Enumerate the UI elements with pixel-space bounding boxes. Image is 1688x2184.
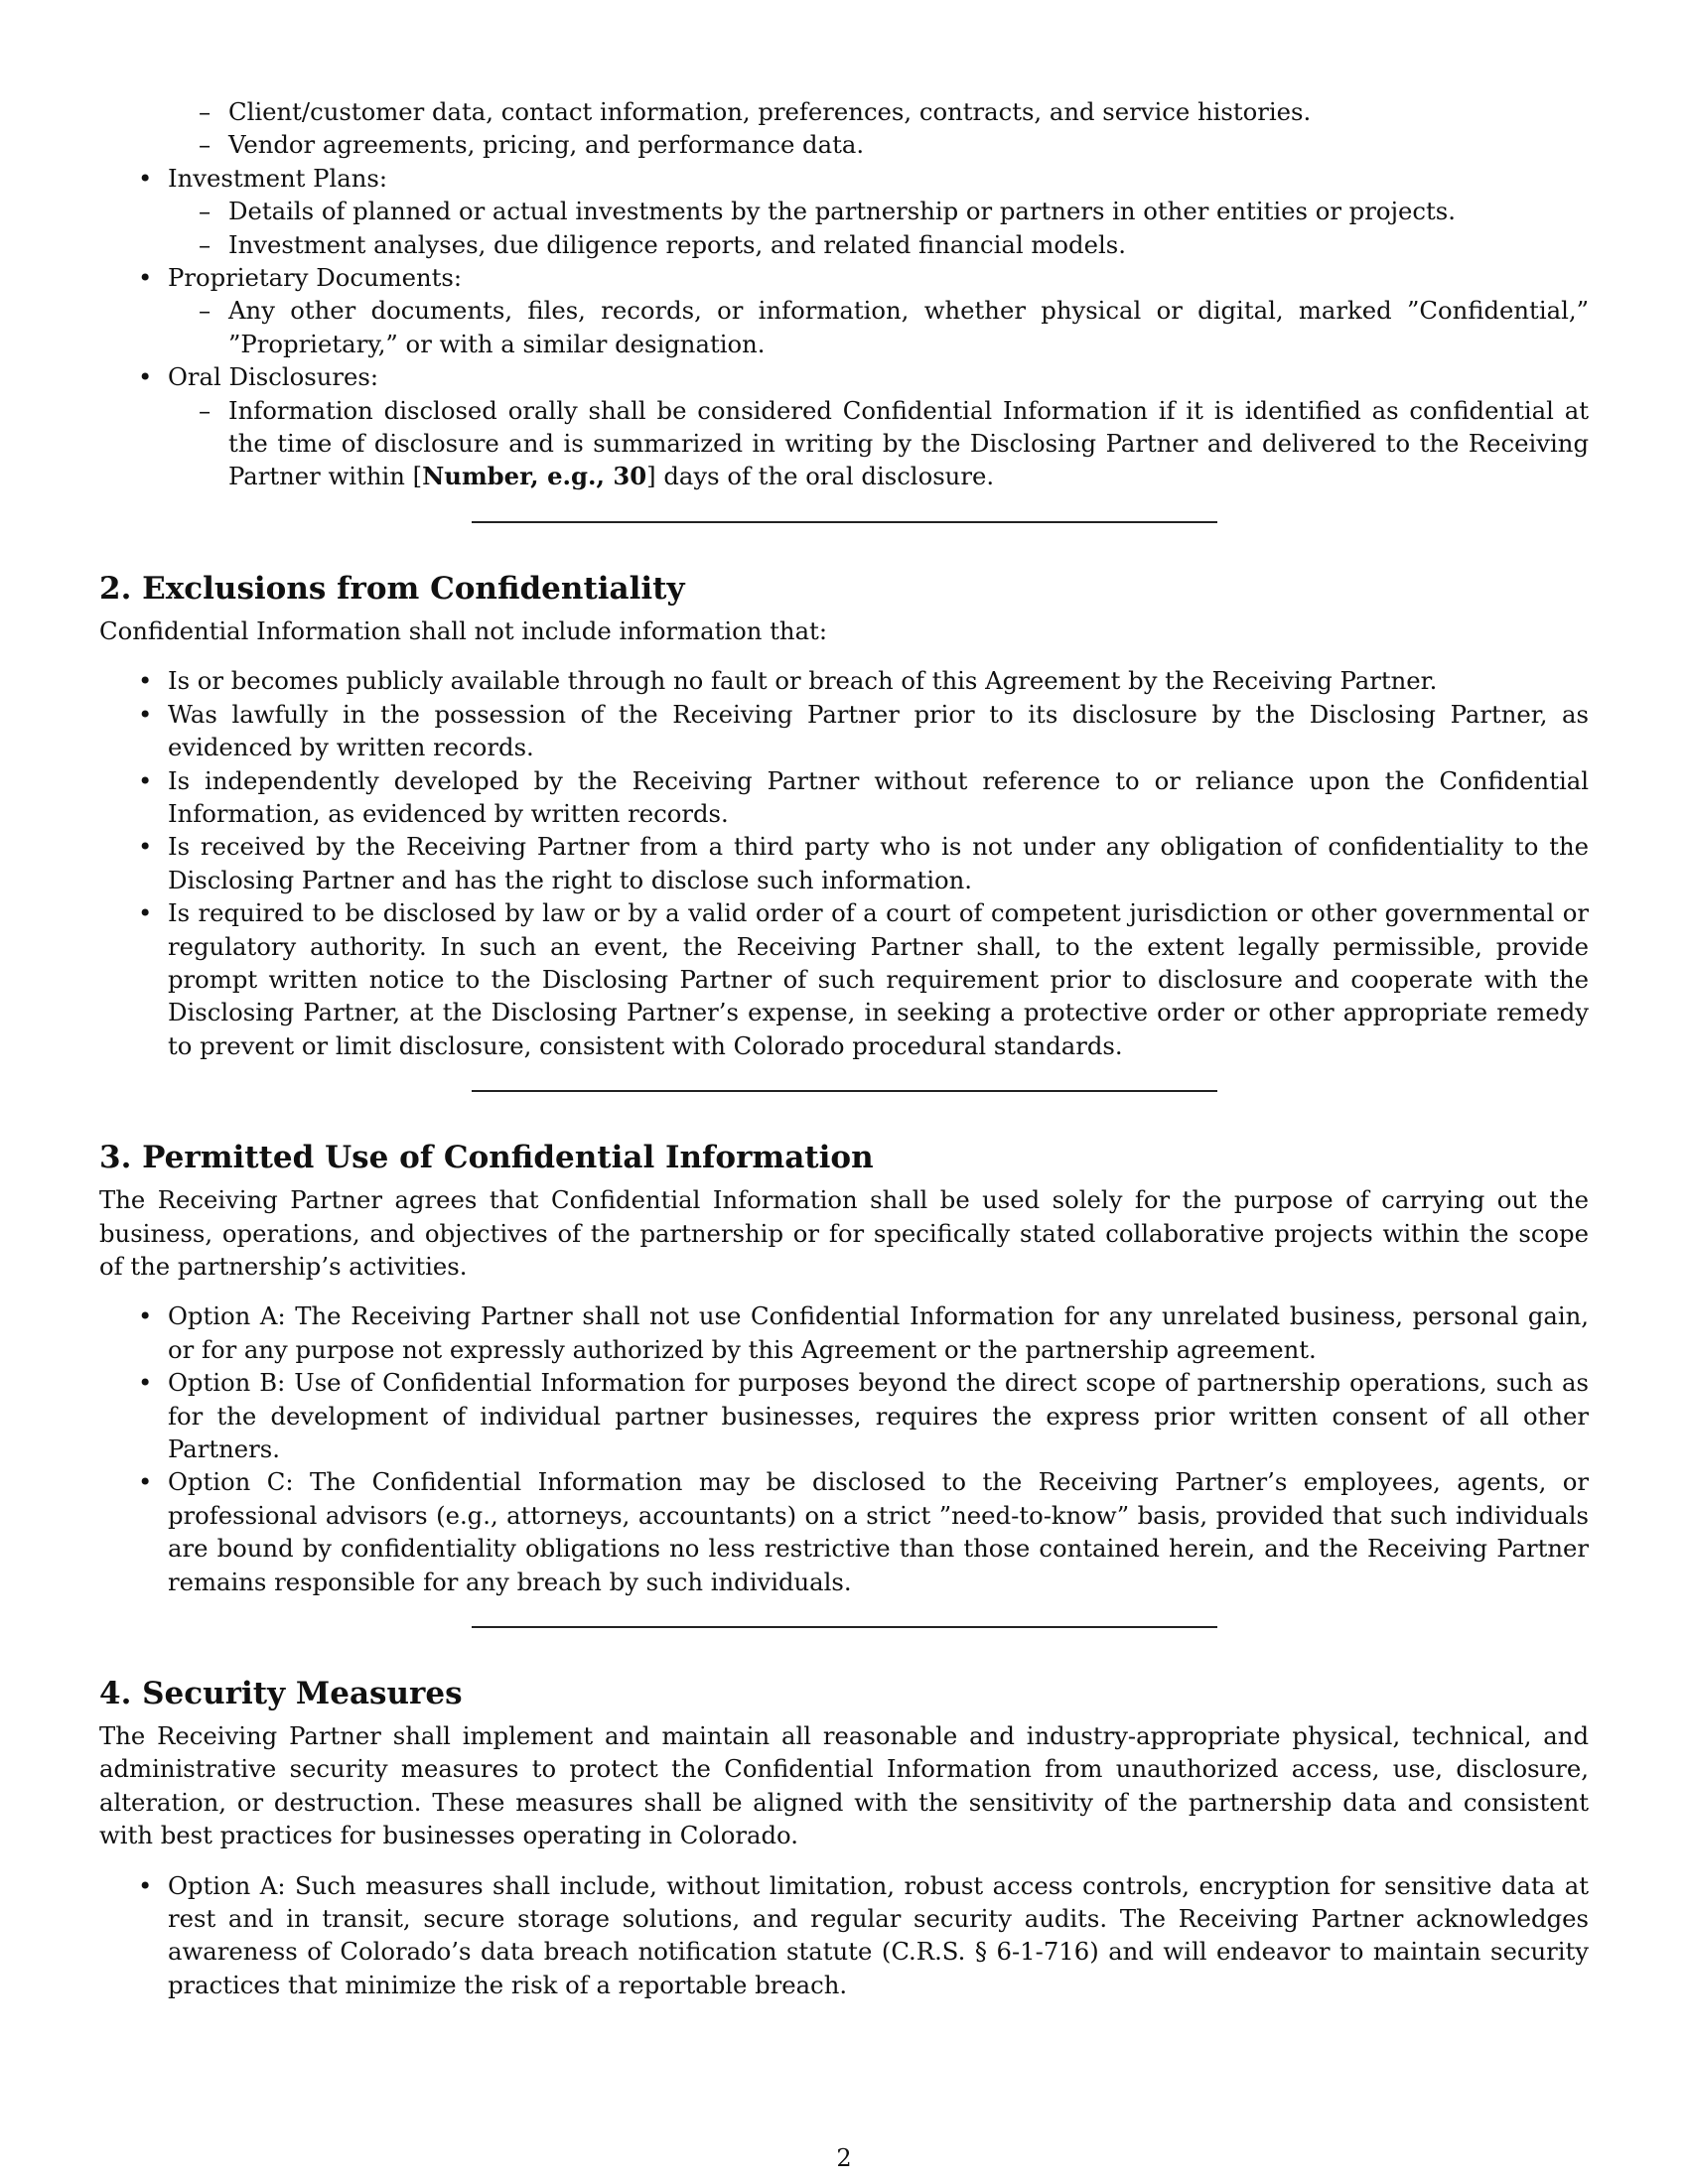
list-item: – Client/customer data, contact information, preferences, contracts, and service histories. [99,95,1589,128]
item-label: Proprietary Documents: [168,263,463,293]
list-item: – Investment analyses, due diligence reports, and related financial models. [168,228,1589,261]
list-item: • Was lawfully in the possession of the Receiving Partner prior to its disclosure by the Disclosing Partner, as evidenced by written records. [99,698,1589,764]
item-label: Investment Plans: [168,163,388,193]
list-item: • Is independently developed by the Receiving Partner without reference to or reliance upon the Confidential Information, as evidenced by written records. [99,764,1589,831]
section-intro: The Receiving Partner agrees that Confidential Information shall be used solely for the purpose of carrying out the business, operations, and objectives of the partnership or for specifically stated collaborative projects within the scope of the partnership’s activities. [99,1185,1589,1281]
permitted-use-options [99,1299,1589,1598]
list-item: – Details of planned or actual investments by the partnership or partners in other entities or projects. [168,195,1589,227]
oral-text-before: Information disclosed orally shall be considered Confidential Information if it is identified as confidential at the time of disclosure and is summarized in writing by the Disclosing Partner and delivered to the Receiving Partner within [ [228,395,1589,491]
section-intro: Confidential Information shall not include information that: [99,615,827,645]
list-item-oral-disclosures [99,360,1589,493]
list-item: • Option A: Such measures shall include, without limitation, robust access controls, encryption for sensitive data at rest and in transit, secure storage solutions, and regular security audits. The Receiving Partner acknowledges awareness of Colorado’s data breach notification statute (C.R.S. § 6-1-716) and will endeavor to maintain security practices that minimize the risk of a reportable breach. [99,1869,1589,2002]
list-item: • Option B: Use of Confidential Information for purposes beyond the direct scope of partnership operations, such as for the development of individual partner businesses, requires the express prior written consent of all other Partners. [99,1366,1589,1465]
list-item-investment-plans [99,162,1589,261]
section-divider [472,1626,1217,1628]
section-intro: The Receiving Partner shall implement and maintain all reasonable and industry-appropriate physical, technical, and administrative security measures to protect the Confidential Information from unauthorized access, use, disclosure, alteration, or destruction. These measures shall be aligned with the sensitivity of the partnership data and consistent with best practices for businesses operating in Colorado. [99,1721,1589,1850]
placeholder-number: Number, e.g., 30 [422,462,647,491]
section-divider [472,521,1217,523]
oral-text-after: ] days of the oral disclosure. [646,462,995,491]
list-item: • Is or becomes publicly available through no fault or breach of this Agreement by the Receiving Partner. [99,664,1589,697]
list-item: – Any other documents, files, records, or information, whether physical or digital, marked ”Confidential,” ”Proprietary,” or with a similar designation. [168,294,1589,360]
section-heading: 3. Permitted Use of Confidential Information [99,1140,874,1176]
document-page [99,95,1589,2001]
definition-list [99,162,1589,493]
security-options [99,1869,1589,2002]
section-divider [472,1090,1217,1092]
section-heading: 2. Exclusions from Confidentiality [99,570,685,607]
list-item: – Vendor agreements, pricing, and performance data. [99,128,1589,161]
exclusions-list [99,664,1589,1062]
list-item: • Option A: The Receiving Partner shall not use Confidential Information for any unrelated business, personal gain, or for any purpose not expressly authorized by this Agreement or the partnership agreement. [99,1299,1589,1366]
list-item: • Option C: The Confidential Information may be disclosed to the Receiving Partner’s employees, agents, or professional advisors (e.g., attorneys, accountants) on a strict ”need-to-know” basis, provided that such individuals are bound by confidentiality obligations no less restrictive than those contained herein, and the Receiving Partner remains responsible for any breach by such individuals. [99,1465,1589,1598]
continued-sublist [99,95,1589,162]
section-heading: 4. Security Measures [99,1676,463,1712]
list-item: • Is required to be disclosed by law or by a valid order of a court of competent jurisdiction or other governmental or regulatory authority. In such an event, the Receiving Partner shall, to the extent legally permissible, provide prompt written notice to the Disclosing Partner of such requirement prior to disclosure and cooperate with the Disclosing Partner, at the Disclosing Partner’s expense, in seeking a protective order or other appropriate remedy to prevent or limit disclosure, consistent with Colorado procedural standards. [99,896,1589,1062]
list-item: • Is received by the Receiving Partner from a third party who is not under any obligation of confidentiality to the Disclosing Partner and has the right to disclose such information. [99,830,1589,896]
list-item [168,394,1589,493]
item-label: Oral Disclosures: [168,362,379,392]
page-number: 2 [836,2144,852,2172]
list-item-proprietary-documents [99,261,1589,360]
